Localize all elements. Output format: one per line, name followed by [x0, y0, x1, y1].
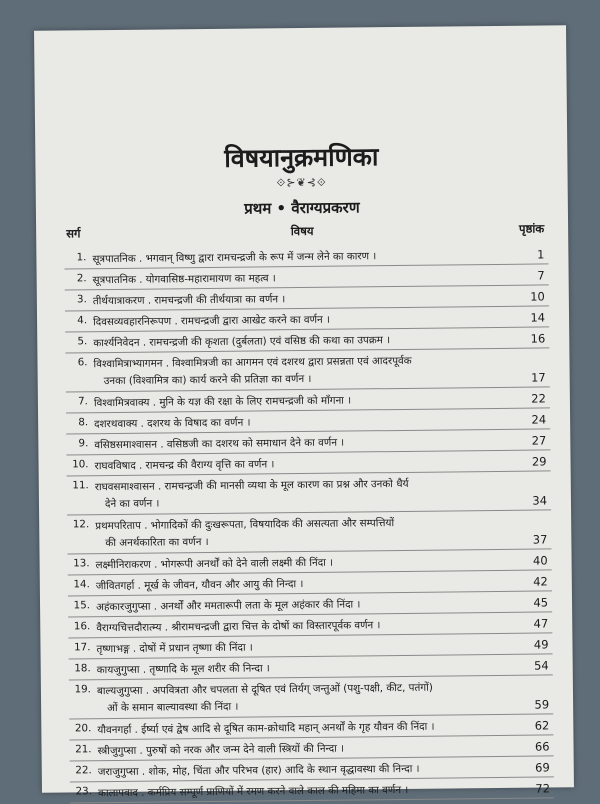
- column-header-page: पृष्ठांक: [518, 221, 545, 236]
- row-subject-line: कालापवाद . कर्मप्रिय सम्पूर्ण प्राणियों में रमण करने वाले काल की महिमा का वर्णन ।: [97, 783, 409, 800]
- row-subject-line-2: देने का वर्णन ।: [104, 497, 160, 511]
- row-subject-line-2: ओं के समान बाल्यावस्था की निंदा ।: [107, 700, 239, 715]
- row-subject-line: विश्वामित्राभ्यागमन . विश्वामित्रजी का आगमन एवं दशरथ द्वारा प्रसन्नता एवं आदरपूर्वक: [93, 354, 412, 371]
- row-subject-line: प्रथमपरिताप . भोगादिकों की दुःखरूपता, विषयादिक की असत्यता और सम्पत्तियों: [95, 517, 395, 533]
- row-number: 6.: [77, 356, 88, 369]
- row-number: 3.: [76, 293, 87, 306]
- row-subject-line: राघवसमाश्वासन . रामचन्द्रजी की मानसी व्यथा के मूल कारण का प्रश्न और उनको धैर्य: [94, 477, 409, 494]
- row-number: 11.: [72, 479, 89, 492]
- row-number: 10.: [72, 458, 89, 471]
- row-page-number: 49: [533, 637, 549, 652]
- row-page-number: 54: [533, 658, 549, 673]
- row-subject-line: सूत्रपातनिक . योगवासिष्ठ-महारामायण का महत्व ।: [92, 272, 276, 287]
- row-subject-line: राघवविषाद . रामचन्द्र की वैराग्य वृत्ति का वर्णन ।: [94, 458, 275, 473]
- row-number: 2.: [76, 272, 87, 285]
- row-number: 23.: [75, 785, 93, 798]
- section-heading: प्रथम • वैराग्यप्रकरण: [244, 198, 360, 218]
- contents-list: [64, 243, 554, 803]
- row-number: 1.: [76, 251, 87, 264]
- row-page-number: 66: [534, 739, 550, 754]
- row-number: 16.: [73, 620, 91, 633]
- row-page-number: 24: [531, 412, 547, 427]
- row-subject: [95, 514, 499, 552]
- row-page-number: 40: [532, 553, 548, 568]
- contents-row: [69, 675, 553, 719]
- row-page-number: 72: [535, 781, 551, 796]
- contents-row: [65, 348, 549, 392]
- row-number: 14.: [73, 578, 90, 591]
- row-number: 9.: [78, 437, 89, 450]
- row-number: 15.: [73, 599, 91, 612]
- ornament-divider: ⟐⊱❦⊰⟐: [276, 175, 327, 190]
- row-subject-line: स्त्रीजुगुप्सा . पुरुषों को नरक और जन्म देने वाली स्त्रियों की निन्दा ।: [97, 742, 345, 758]
- row-subject-line: दिवसव्यवहारनिरूपण . रामचन्द्रजी द्वारा आखेट करने का वर्णन ।: [93, 313, 330, 329]
- row-subject-line: जराजुगुप्सा . शोक, मोह, चिंता और परिभव (हार) आदि के स्थान वृद्धावस्था की निन्दा ।: [97, 762, 420, 779]
- row-subject-line: वैराग्यचित्तदौरात्म्य . श्रीरामचन्द्रजी द्वारा चित्त के दोषों का विस्तारपूर्वक वर्णन ।: [96, 619, 381, 635]
- contents-row: [67, 510, 551, 554]
- row-page-number: 16: [530, 331, 546, 346]
- row-page-number: 29: [531, 454, 547, 469]
- row-number: 5.: [77, 335, 88, 348]
- row-subject-line: लक्ष्मीनिराकरण . भोगरूपी अनर्थों को देने वाली लक्ष्मी की निंदा ।: [95, 556, 334, 572]
- row-subject-line: कार्श्यनिवेदन . रामचन्द्रजी की कृशता (दुर्बलता) एवं वसिष्ठ की कथा का उपक्रम ।: [93, 334, 391, 350]
- row-number: 20.: [74, 722, 92, 735]
- row-subject-line: बाल्यजुगुप्सा . अपवित्रता और चपलता से दूषित एवं तिर्यग् जन्तुओं (पशु-पक्षी, कीट, पतंगों): [96, 681, 433, 698]
- contents-row: [67, 471, 551, 515]
- row-number: 12.: [72, 518, 90, 531]
- column-header-subject: विषय: [290, 223, 314, 239]
- row-number: 13.: [73, 557, 90, 570]
- row-page-number: 22: [531, 391, 546, 406]
- row-subject-line: यौवनगर्हा . ईर्ष्या एवं द्वेष आदि से दूषित काम-क्रोधादि महान् अनर्थों के गृह यौवन की निंदा ।: [97, 720, 435, 737]
- page-title: विषयानुक्रमणिका: [224, 142, 379, 173]
- row-number: 19.: [74, 683, 91, 696]
- row-subject-line: दशरथवाक्य . दशरथ के विषाद का वर्णन ।: [94, 416, 251, 431]
- row-page-number: 14: [530, 310, 546, 325]
- row-page-number: 7: [537, 268, 545, 283]
- row-number: 7.: [78, 395, 88, 408]
- row-subject-line: तृष्णाभङ्ग . दोषों में प्रधान तृष्णा की निंदा ।: [96, 641, 253, 656]
- row-page-number: 59: [534, 697, 550, 712]
- row-page-number: 47: [533, 616, 549, 631]
- row-number: 17.: [74, 641, 91, 654]
- row-page-number: 27: [531, 433, 547, 448]
- row-page-number: 10: [530, 289, 545, 304]
- row-subject-line: सूत्रपातनिक . भगवान् विष्णु द्वारा रामचन्द्रजी के रूप में जन्म लेने का कारण ।: [92, 250, 377, 266]
- row-page-number: 45: [533, 595, 549, 610]
- row-page-number: 17: [530, 370, 546, 385]
- row-subject-line: जीवितगर्हा . मूर्ख के जीवन, यौवन और आयु की निन्दा ।: [95, 578, 304, 593]
- column-header-sarga: सर्ग: [66, 226, 81, 241]
- row-page-number: 69: [535, 760, 550, 775]
- row-page-number: 42: [533, 574, 548, 589]
- row-subject-line: अहंकारजुगुप्सा . अनर्थों और ममतारूपी लता के मूल अहंकार की निंदा ।: [96, 598, 361, 614]
- row-subject-line: वसिष्ठसमाश्वासन . वसिष्ठजी का दशरथ को समाधान देने का वर्णन ।: [94, 436, 345, 452]
- row-subject: [93, 352, 497, 390]
- row-number: 22.: [75, 764, 92, 777]
- row-subject-line: विश्वामित्रवाक्य . मुनि के यज्ञ की रक्षा के लिए रामचन्द्रजी को माँगना ।: [93, 394, 352, 410]
- row-number: 8.: [78, 416, 89, 429]
- row-subject-line-2: उनका (विश्वामित्र का) कार्य करने की प्रतिज्ञा का वर्णन ।: [103, 372, 312, 388]
- row-page-number: 1: [536, 247, 545, 262]
- row-subject-line: तीर्थयात्राकरण . रामचन्द्रजी की तीर्थयात्रा का वर्णन ।: [92, 293, 286, 308]
- book-page: [34, 25, 574, 800]
- row-number: 4.: [77, 314, 88, 327]
- row-subject-line-2: की अनर्थकारिता का वर्णन ।: [105, 536, 209, 550]
- row-subject-line: कायजुगुप्सा . तृष्णादि के मूल शरीर की निन्दा ।: [96, 662, 270, 677]
- row-number: 21.: [75, 743, 92, 756]
- row-page-number: 37: [532, 532, 548, 547]
- row-subject: [97, 679, 501, 717]
- row-number: 18.: [74, 662, 91, 675]
- row-subject: [98, 781, 502, 802]
- row-subject: [95, 475, 499, 513]
- row-page-number: 62: [534, 718, 550, 733]
- row-page-number: 34: [532, 493, 548, 508]
